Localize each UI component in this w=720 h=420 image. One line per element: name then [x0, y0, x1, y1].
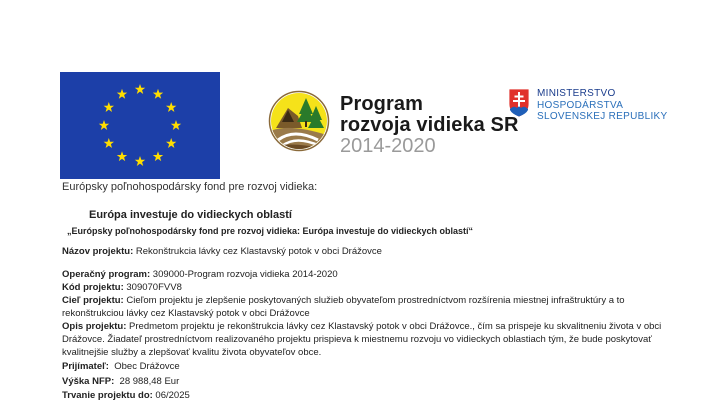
slogan-quote: „Európsky poľnohospodársky fond pre rozvoj vidieka: Európa investuje do vidieckych oblastí“ — [67, 226, 474, 236]
recipient-field — [62, 361, 180, 373]
project-description-value: Predmetom projektu je rekonštrukcia lávky cez Klastavský potok v obci Drážovce., čím sa prispeje ku skvalitneniu života v obci — [126, 321, 662, 332]
project-description-field — [62, 321, 661, 333]
project-description-label: Opis projektu: — [62, 321, 127, 332]
grant-amount-field — [62, 376, 179, 388]
project-goal-value: Cieľom projektu je zlepšenie poskytovaných služieb obyvateľom prostredníctvom rozšírenia miestnej infraštruktúry a to — [123, 295, 625, 306]
operational-program-field — [62, 269, 338, 281]
ministry-logo — [508, 88, 668, 128]
grant-amount-value: 28 988,48 Eur — [114, 376, 180, 387]
project-description-continuation-1: Drážovce. Žiadateľ prostredníctvom realizovaného projektu prispieva k miestnemu rozvoju vo vidieckych oblastiach tým, že bude poskytovať — [62, 334, 652, 345]
project-duration-label: Trvanie projektu do: — [62, 390, 153, 401]
prv-title — [340, 94, 519, 156]
prv-title-line2: rozvoja vidieka SR — [340, 114, 519, 136]
prv-emblem-icon — [268, 88, 330, 154]
prv-years: 2014-2020 — [340, 135, 436, 157]
project-code-field — [62, 282, 182, 294]
project-description-continuation-2: kvalitnejšie služby a zlepšovať kvalitu života obyvateľov obce. — [62, 347, 322, 358]
eu-flag-icon — [60, 72, 220, 179]
operational-program-label: Operačný program: — [62, 269, 151, 280]
fund-line: Európsky poľnohospodársky fond pre rozvoj vidieka: — [62, 181, 318, 193]
project-code-label: Kód projektu: — [62, 282, 124, 293]
project-duration-value: 06/2025 — [152, 390, 190, 401]
project-code-value: 309070FVV8 — [123, 282, 182, 293]
ministry-line3: SLOVENSKEJ REPUBLIKY — [537, 111, 668, 122]
project-name-field — [62, 246, 382, 258]
project-goal-label: Cieľ projektu: — [62, 295, 124, 306]
prv-title-line1: Program — [340, 93, 423, 115]
ministry-name — [537, 88, 668, 123]
slogan-heading: Európa investuje do vidieckych oblastí — [89, 209, 292, 221]
recipient-label: Prijímateľ: — [62, 361, 109, 372]
project-name-label: Názov projektu: — [62, 246, 134, 257]
ministry-line1: MINISTERSTVO — [537, 88, 616, 99]
project-name-value: Rekonštrukcia lávky cez Klastavský potok v obci Drážovce — [133, 246, 382, 257]
operational-program-value: 309000-Program rozvoja vidieka 2014-2020 — [150, 269, 338, 280]
project-goal-continuation: rekonštrukciou lávky cez Klastavský potok v obci Drážovce — [62, 308, 310, 319]
ministry-line2: HOSPODÁRSTVA — [537, 99, 624, 111]
recipient-value: Obec Drážovce — [108, 361, 180, 372]
project-duration-field — [62, 390, 190, 402]
grant-amount-label: Výška NFP: — [62, 376, 115, 387]
prv-logo — [268, 88, 519, 158]
slovak-coat-of-arms-icon — [508, 88, 530, 118]
project-goal-field — [62, 295, 625, 307]
